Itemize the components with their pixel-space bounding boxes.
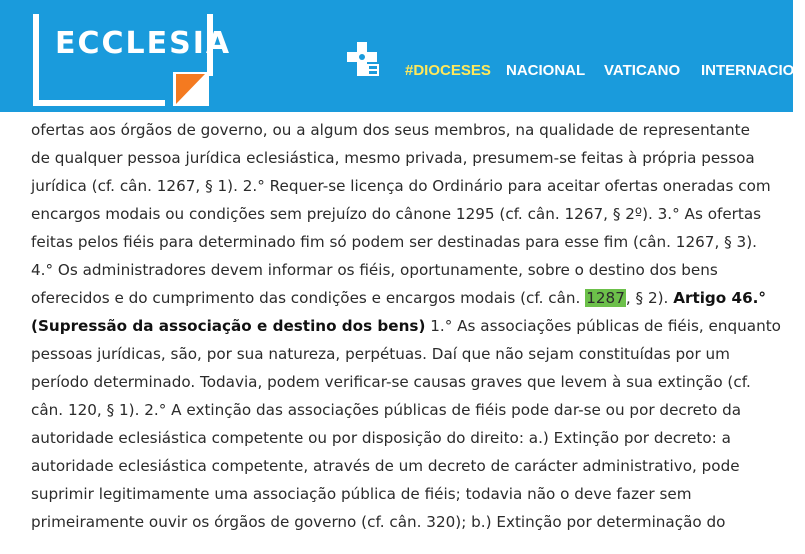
article-line: de qualquer pessoa jurídica eclesiástica, mesmo privada, presumem-se feitas à própria pessoa <box>31 149 755 167</box>
article-heading: (Supressão da associação e destino dos bens) <box>31 317 426 335</box>
article-line: jurídica (cf. cân. 1267, § 1). 2.° Requer-se licença do Ordinário para aceitar ofertas oneradas com <box>31 177 771 195</box>
article-line: autoridade eclesiástica competente ou por disposição do direito: a.) Extinção por decreto: a <box>31 429 731 447</box>
nav-item-internacional[interactable]: INTERNACION <box>701 62 805 79</box>
article-line: suprimir legitimamente uma associação pública de fiéis; todavia não o deve fazer sem <box>31 485 692 503</box>
line-text: oferecidos e do cumprimento das condições e encargos modais (cf. cân. <box>31 289 586 307</box>
article-line: ofertas aos órgãos de governo, ou a algum dos seus membros, na qualidade de representante <box>31 121 750 139</box>
article-body <box>31 116 781 536</box>
article-line: pessoas jurídicas, são, por sua natureza, perpétuas. Daí que não sejam constituídas por um <box>31 345 730 363</box>
nav-item-dioceses[interactable]: #DIOCESES <box>405 62 491 79</box>
article-line <box>31 284 771 312</box>
article-line: cân. 120, § 1). 2.° A extinção das associações públicas de fiéis pode dar-se ou por decreto da <box>31 401 742 419</box>
article-line: feitas pelos fiéis para determinado fim só podem ser destinadas para esse fim (cân. 1267, § 3). <box>31 233 757 251</box>
article-line: encargos modais ou condições sem prejuízo do cânone 1295 (cf. cân. 1267, § 2º). 3.° As ofertas <box>31 205 762 223</box>
logo-text: ECCLESIA <box>55 26 232 61</box>
cross-logo-icon[interactable] <box>345 42 381 78</box>
article-heading: Artigo 46.° <box>673 289 767 307</box>
article-line: primeiramente ouvir os órgãos de governo (cf. cân. 320); b.) Extinção por determinação do <box>31 513 726 531</box>
nav-item-nacional[interactable]: NACIONAL <box>506 62 586 79</box>
nav-item-vaticano[interactable]: VATICANO <box>604 62 681 79</box>
line-text: 1.° As associações públicas de fiéis, enquanto <box>425 317 781 335</box>
article-line: 4.° Os administradores devem informar os fiéis, oportunamente, sobre o destino dos bens <box>31 261 718 279</box>
line-text: , § 2). <box>625 289 674 307</box>
top-header-bar <box>0 0 805 112</box>
article-line: período determinado. Todavia, podem verificar-se causas graves que levem à sua extinção (cf. <box>31 373 751 391</box>
article-line: autoridade eclesiástica competente, através de um decreto de carácter administrativo, pode <box>31 457 740 475</box>
article-line <box>31 312 781 340</box>
search-highlight: 1287 <box>586 289 625 307</box>
